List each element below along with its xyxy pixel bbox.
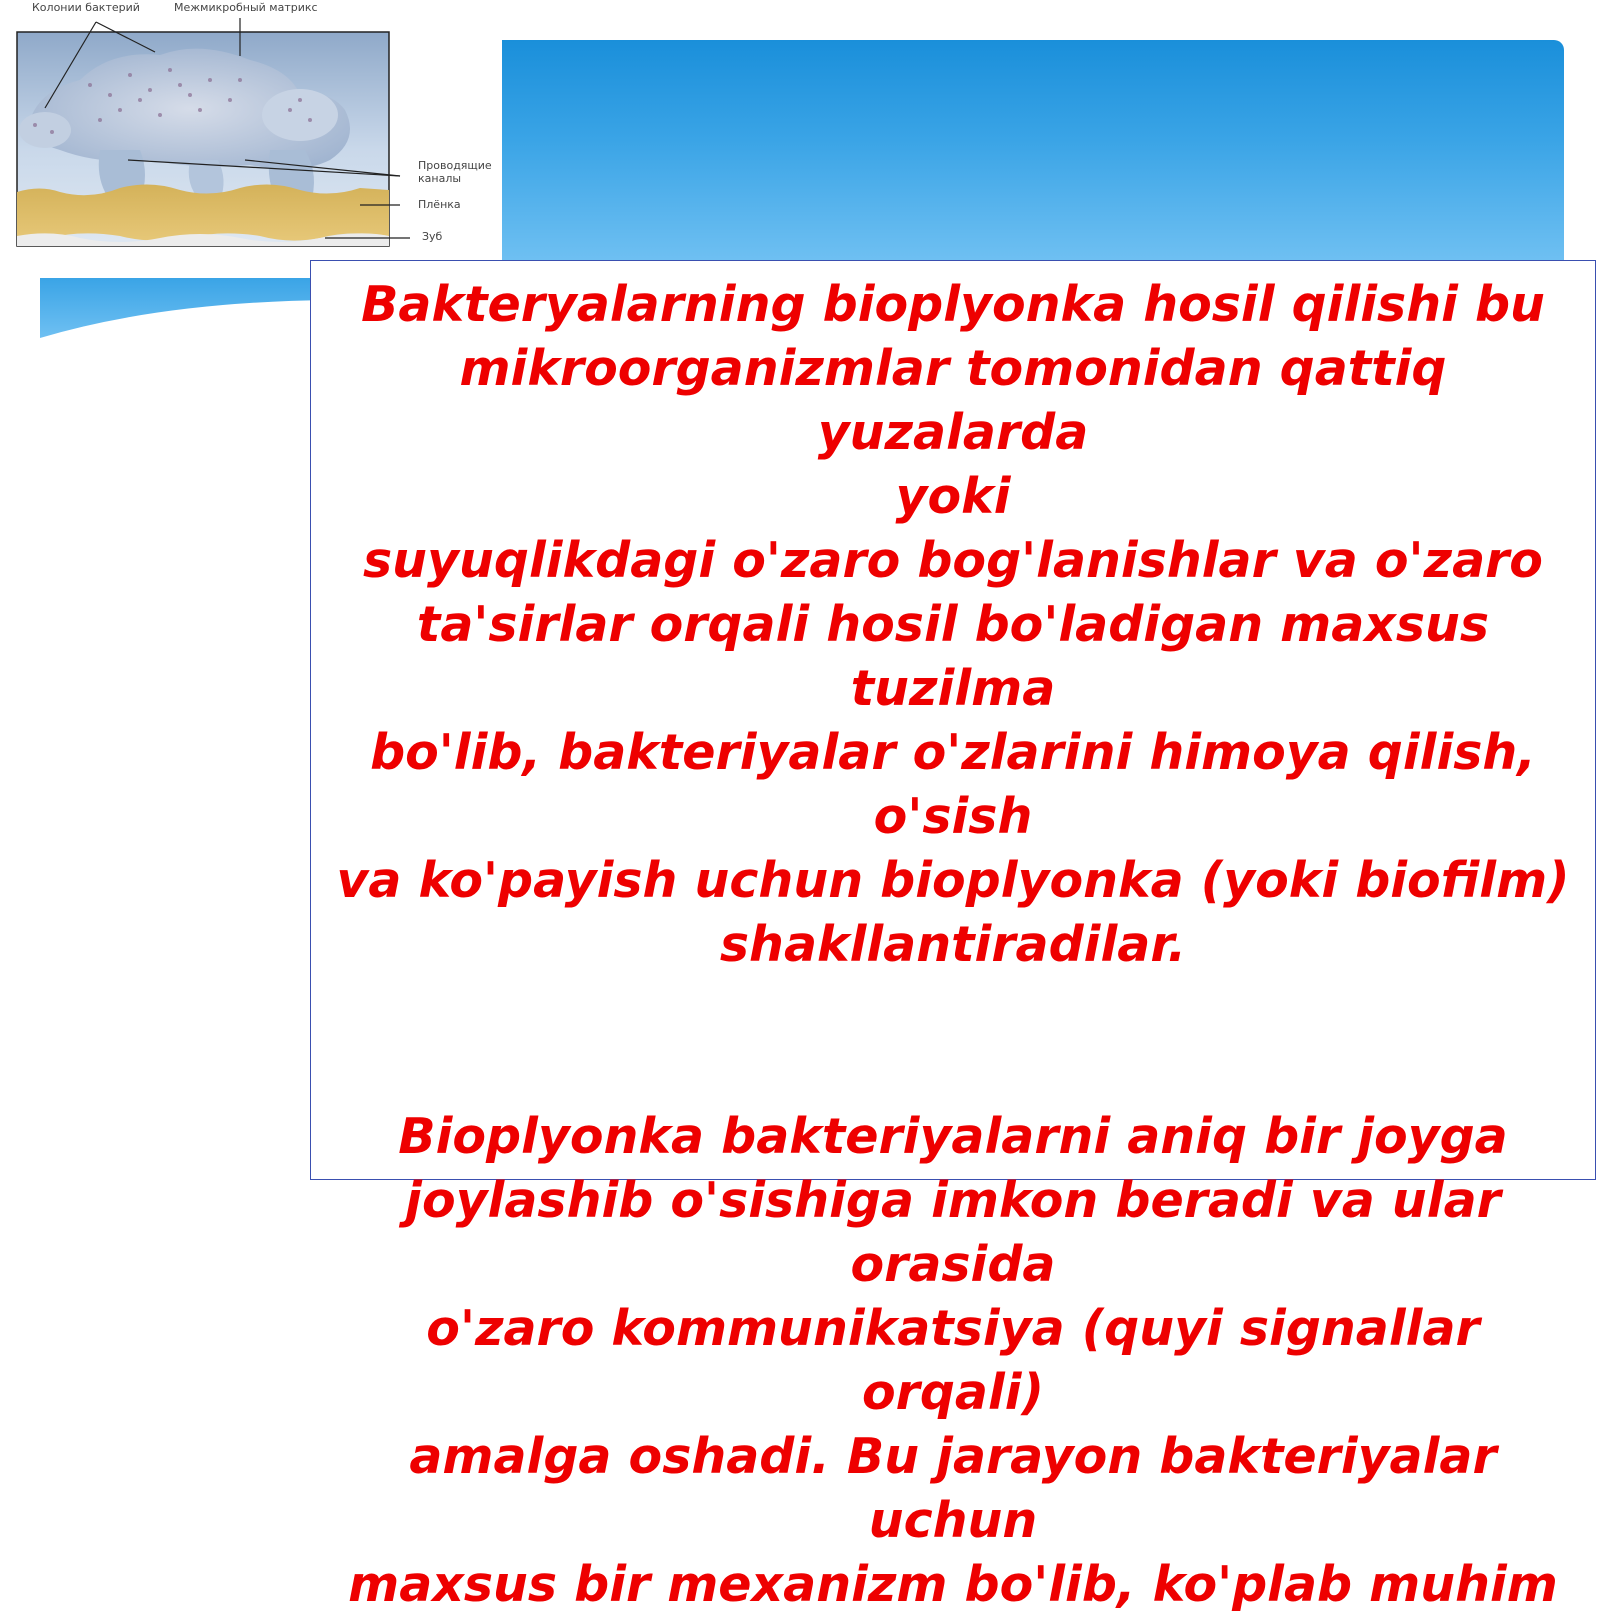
label-tooth: Зуб [422, 230, 443, 243]
paragraph-1-line: bo'lib, bakteriyalar o'zlarini himoya qilish, o'sish [370, 724, 1536, 845]
header-band [502, 40, 1564, 262]
paragraph-1-line: ta'sirlar orqali hosil bo'ladigan maxsus tuzilma [416, 596, 1490, 717]
paragraph-2-line: maxsus bir mexanizm bo'lib, ko'plab muhim [348, 1556, 1558, 1613]
label-intermicrobial-matrix: Межмикробный матрикс [174, 1, 318, 14]
paragraph-1-line: yoki [895, 468, 1011, 525]
paragraph-2 [335, 1105, 1571, 1617]
label-channels-line1: Проводящие [418, 159, 492, 172]
label-bacterial-colonies: Колонии бактерий [32, 1, 140, 14]
content-text-box [310, 260, 1596, 1613]
paragraph-2-line: joylashib o'sishiga imkon beradi va ular orasida [405, 1172, 1501, 1293]
paragraph-2-line: amalga oshadi. Bu jarayon bakteriyalar uchun [409, 1428, 1497, 1549]
content-text [335, 273, 1571, 1617]
label-channels-line2: каналы [418, 172, 462, 185]
paragraph-1-line: shakllantiradilar. [719, 916, 1187, 973]
paragraph-2-line: Bioplyonka bakteriyalarni aniq bir joyga [398, 1108, 1508, 1165]
paragraph-1-line: va ko'payish uchun bioplyonka (yoki biofilm) [336, 852, 1570, 909]
paragraph-1-line: mikroorganizmlar tomonidan qattiq yuzalarda [459, 340, 1447, 461]
paragraph-spacer [335, 977, 1571, 1105]
paragraph-1-line: Bakteryalarning bioplyonka hosil qilishi bu [361, 276, 1545, 333]
paragraph-2-line: o'zaro kommunikatsiya (quyi signallar orqali) [426, 1300, 1480, 1421]
label-film: Плёнка [418, 198, 461, 211]
biofilm-diagram [0, 0, 502, 256]
accent-curve [40, 278, 330, 340]
paragraph-1-line: suyuqlikdagi o'zaro bog'lanishlar va o'zaro [363, 532, 1543, 589]
paragraph-1 [335, 273, 1571, 977]
